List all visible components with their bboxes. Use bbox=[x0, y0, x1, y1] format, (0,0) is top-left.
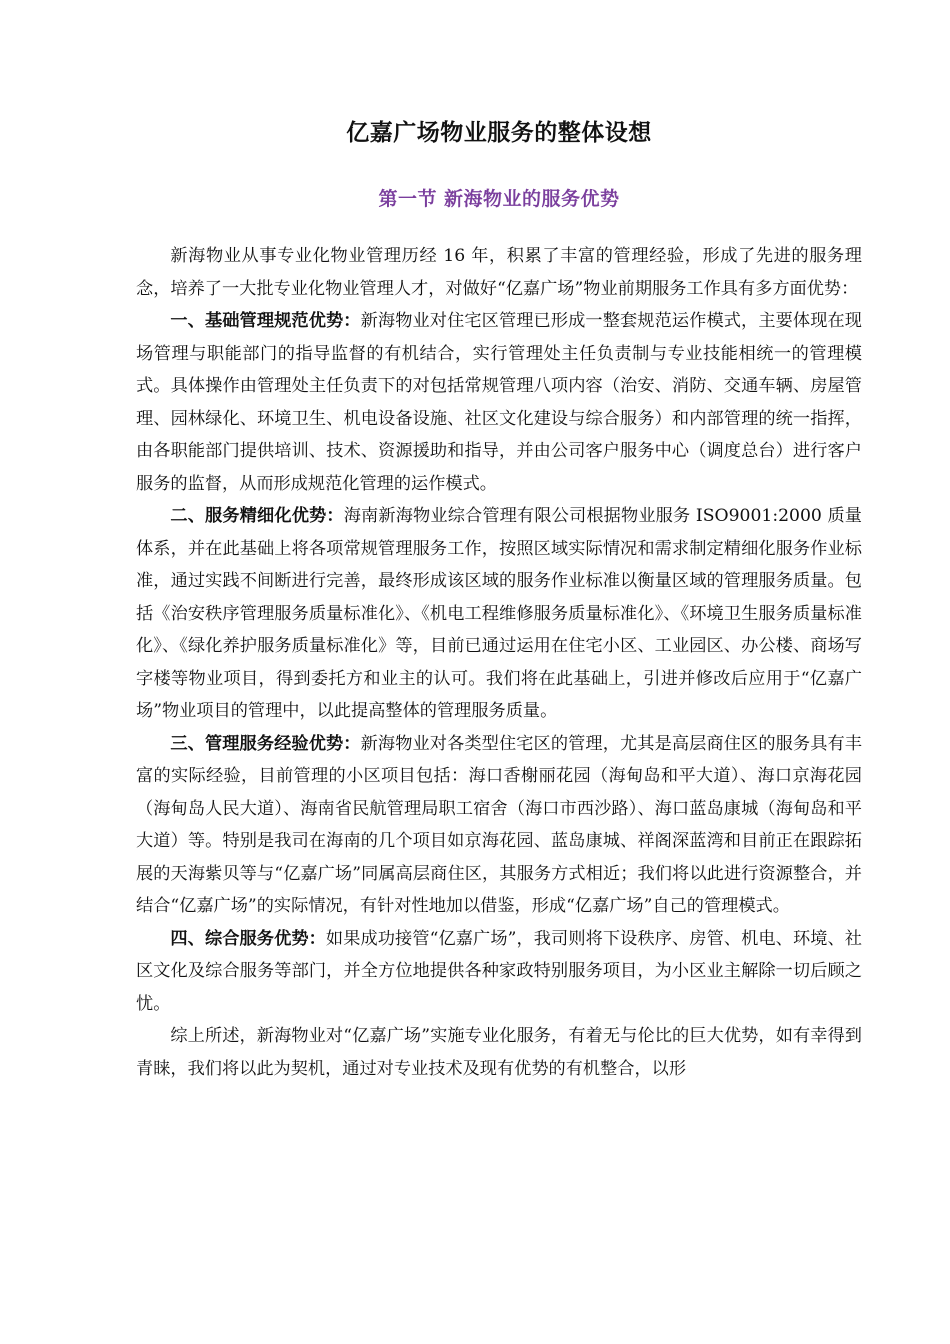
section-title: 第一节 新海物业的服务优势 bbox=[378, 188, 620, 210]
point-heading: 一、基础管理规范优势： bbox=[170, 311, 361, 331]
point-text: 新海物业对各类型住宅区的管理，尤其是高层商住区的服务具有丰富的实际经验，目前管理的小区项目包括：海口香榭丽花园（海甸岛和平大道）、海口京海花园（海甸岛人民大道）、海南省民航管理局职工宿舍（海口市西沙路）、海口蓝岛康城（海甸岛和平大道）等。特别是我司在海南的几个项目如京海花园、蓝岛康城、祥阁深蓝湾和目前正在跟踪拓展的天海紫贝等与“亿嘉广场”同属高层商住区，其服务方式相近；我们将以此进行资源整合，并结合“亿嘉广场”的实际情况，有针对性地加以借鉴，形成“亿嘉广场”自己的管理模式。 bbox=[136, 733, 862, 916]
document-body bbox=[136, 240, 862, 1085]
point-paragraph-1 bbox=[136, 305, 862, 500]
point-paragraph-3 bbox=[136, 728, 862, 923]
intro-paragraph: 新海物业从事专业化物业管理历经 16 年，积累了丰富的管理经验，形成了先进的服务理念，培养了一大批专业化物业管理人才，对做好“亿嘉广场”物业前期服务工作具有多方面优势： bbox=[136, 246, 862, 299]
point-text: 海南新海物业综合管理有限公司根据物业服务 ISO9001:2000 质量体系，并在此基础上将各项常规管理服务工作，按照区域实际情况和需求制定精细化服务作业标准，通过实践不间断进行完善，最终形成该区域的服务作业标准以衡量区域的管理服务质量。包括《治安秩序管理服务质量标准化》、《机电工程维修服务质量标准化》、《环境卫生服务质量标准化》、《绿化养护服务质量标准化》等，目前已通过运用在住宅小区、工业园区、办公楼、商场写字楼等物业项目，得到委托方和业主的认可。我们将在此基础上，引进并修改后应用于“亿嘉广场”物业项目的管理中，以此提高整体的管理服务质量。 bbox=[136, 506, 862, 721]
point-text: 新海物业对住宅区管理已形成一整套规范运作模式，主要体现在现场管理与职能部门的指导监督的有机结合，实行管理处主任负责制与专业技能相统一的管理模式。具体操作由管理处主任负责下的对包括常规管理八项内容（治安、消防、交通车辆、房屋管理、园林绿化、环境卫生、机电设备设施、社区文化建设与综合服务）和内部管理的统一指挥，由各职能部门提供培训、技术、资源援助和指导，并由公司客户服务中心（调度总台）进行客户服务的监督，从而形成规范化管理的运作模式。 bbox=[136, 311, 862, 494]
point-paragraph-2 bbox=[136, 500, 862, 728]
point-paragraph-4 bbox=[136, 923, 862, 1021]
point-text: 如果成功接管“亿嘉广场”，我司则将下设秩序、房管、机电、环境、社区文化及综合服务等部门，并全方位地提供各种家政特别服务项目，为小区业主解除一切后顾之忧。 bbox=[136, 928, 862, 1014]
point-heading: 三、管理服务经验优势： bbox=[170, 733, 361, 754]
document-title: 亿嘉广场物业服务的整体设想 bbox=[346, 120, 652, 146]
point-heading: 二、服务精细化优势： bbox=[170, 506, 344, 526]
conclusion-paragraph: 综上所述，新海物业对“亿嘉广场”实施专业化服务，有着无与伦比的巨大优势，如有幸得到青睐，我们将以此为契机，通过对专业技术及现有优势的有机整合，以形 bbox=[136, 1026, 862, 1079]
point-heading: 四、综合服务优势： bbox=[170, 928, 326, 949]
